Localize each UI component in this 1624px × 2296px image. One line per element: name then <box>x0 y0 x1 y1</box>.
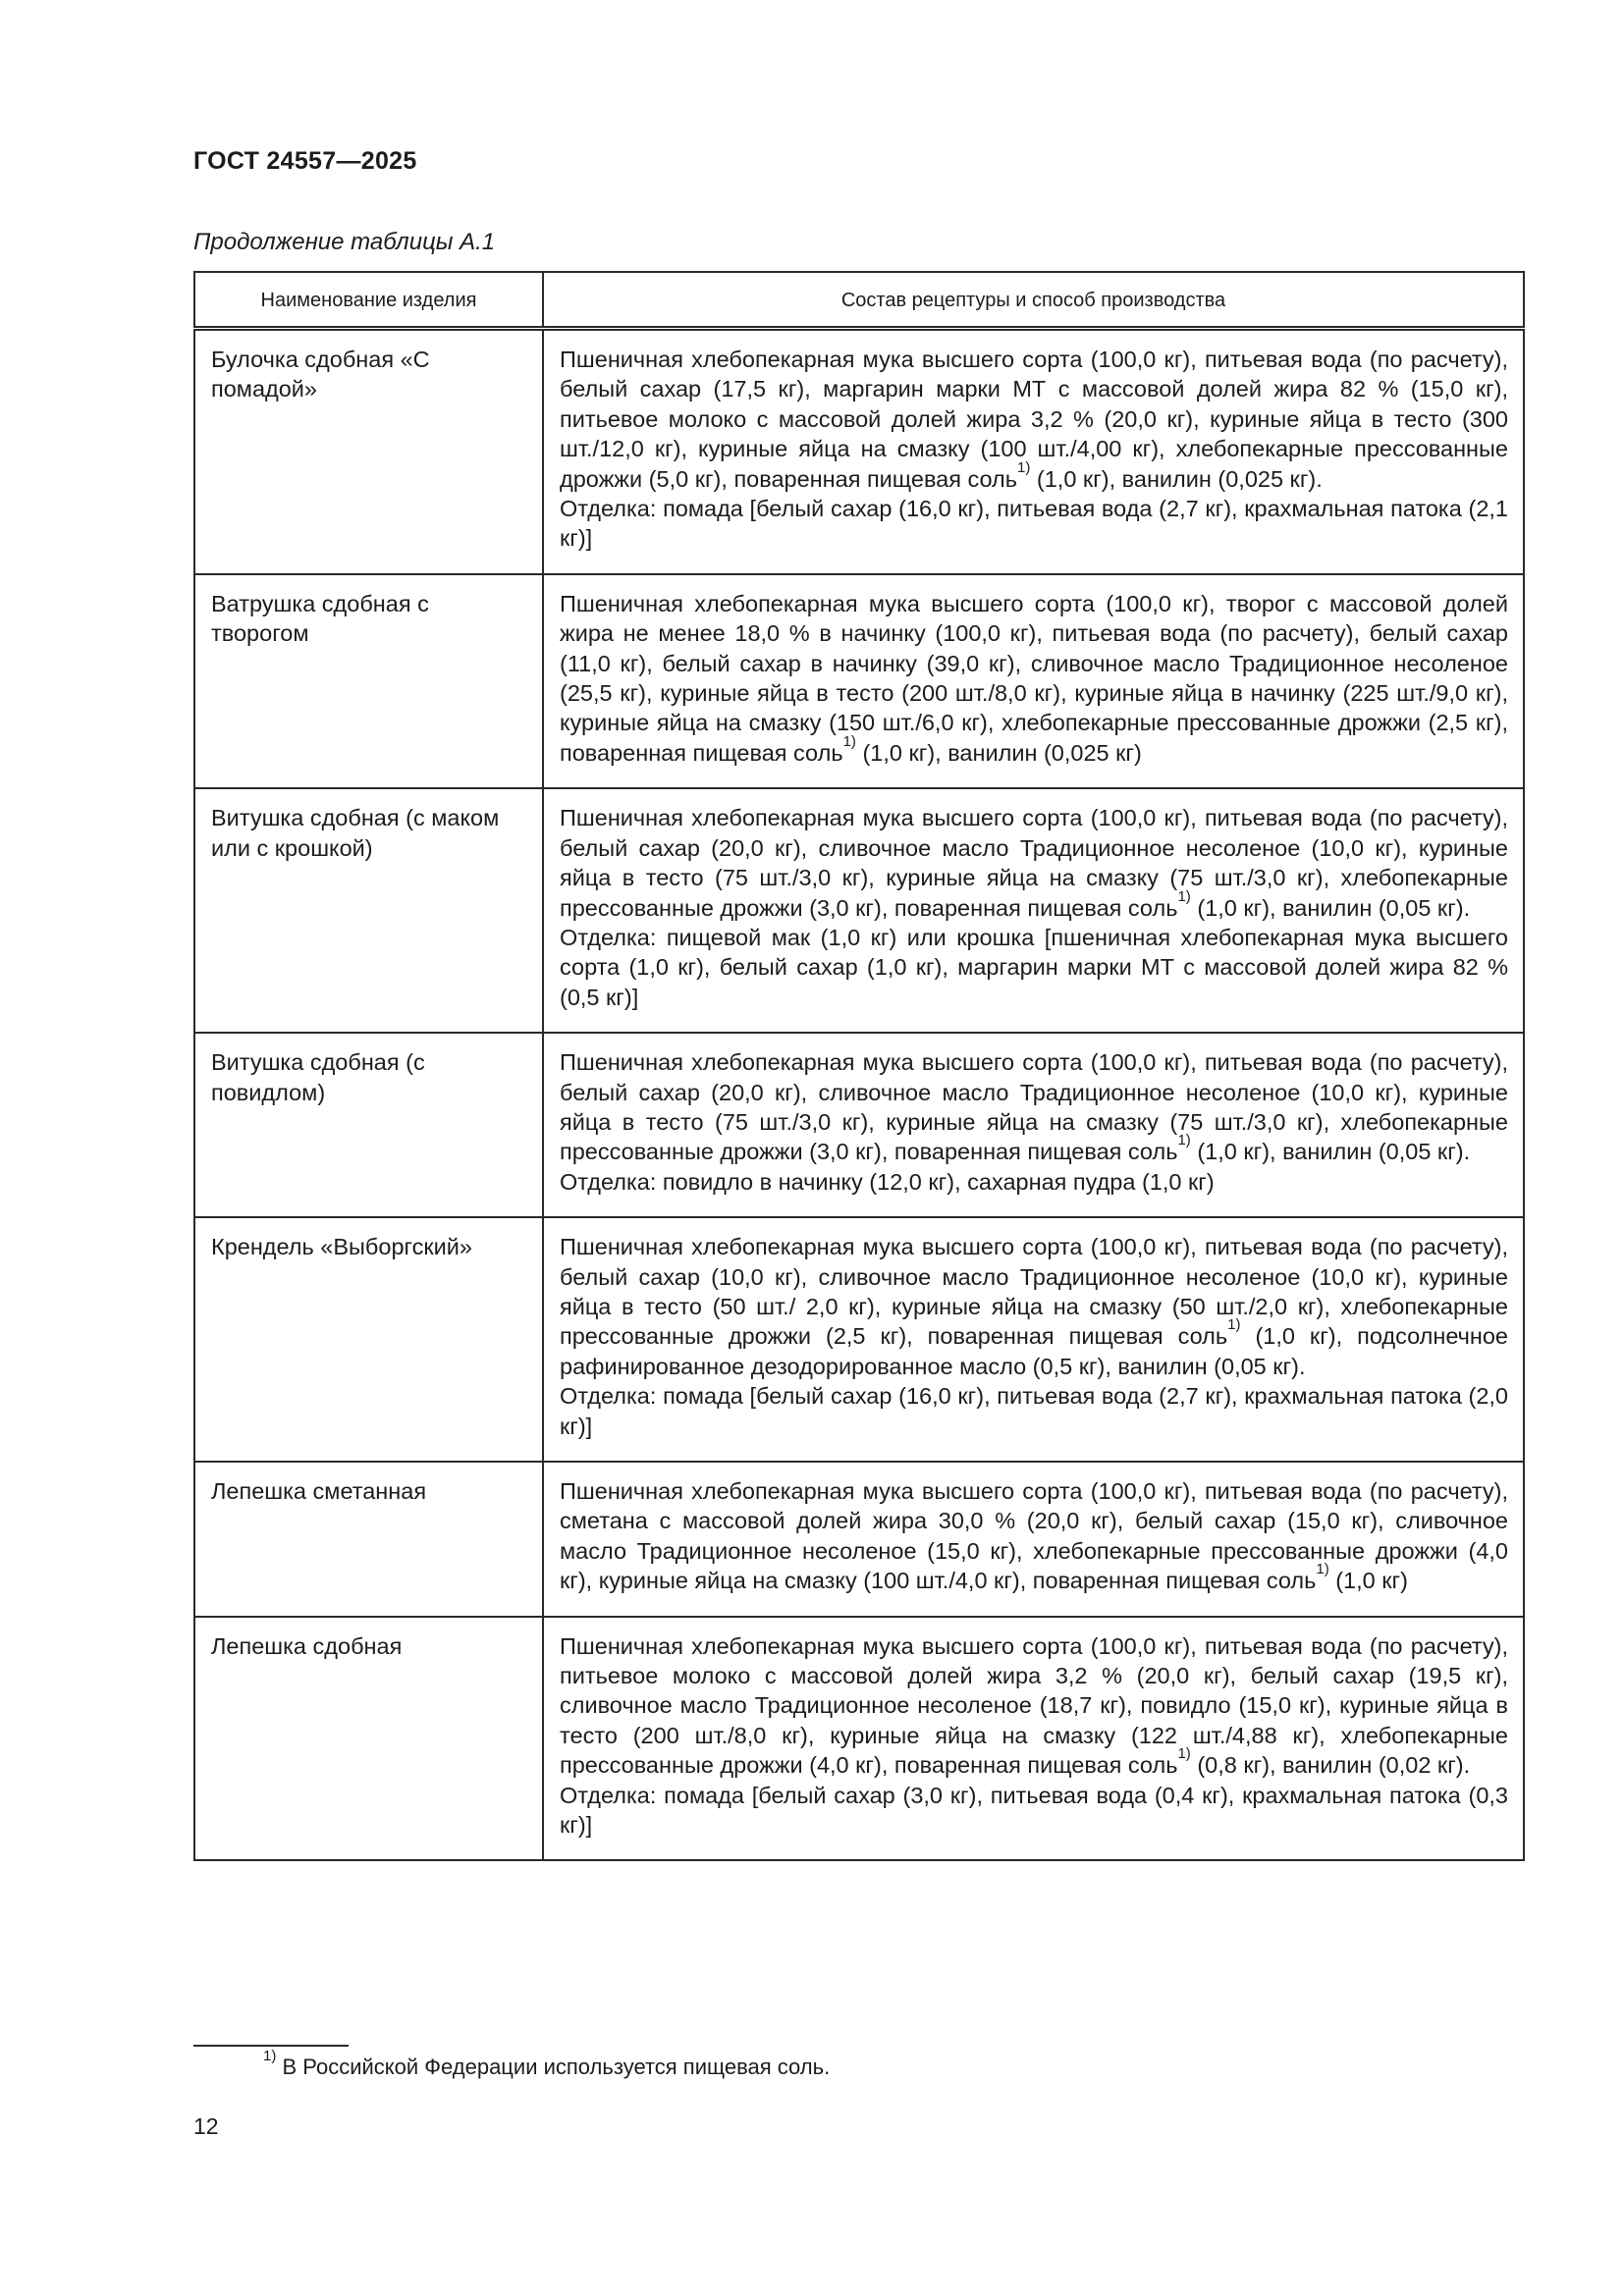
composition-paragraph: Отделка: помада [белый сахар (3,0 кг), питьевая вода (0,4 кг), крахмальная патока (0,3 кг)] <box>560 1782 1508 1839</box>
composition-paragraph: Пшеничная хлебопекарная мука высшего сорта (100,0 кг), питьевая вода (по расчету), белый сахар (20,0 кг), сливочное масло Традиционное несоленое (10,0 кг), куриные яйца в тесто (75 шт./3,0 кг), куриные яйца на смазку (75 шт./3,0 кг), хлебопекарные прессованные дрожжи (3,0 кг), поваренная пищевая соль$^{1)}$ (1,0 кг), ванилин (0,05 кг). <box>560 805 1508 921</box>
table-row <box>194 1617 1524 1861</box>
composition-paragraph: Пшеничная хлебопекарная мука высшего сорта (100,0 кг), питьевая вода (по расчету), питьевое молоко с массовой долей жира 3,2 % (20,0 кг), белый сахар (19,5 кг), сливочное масло Традиционное несоленое (18,7 кг), повидло (15,0 кг), куриные яйца в тесто (200 шт./8,0 кг), куриные яйца на смазку (122 шт./4,88 кг), хлебопекарные прессованные дрожжи (4,0 кг), поваренная пищевая соль$^{1)}$ (0,8 кг), ванилин (0,02 кг). <box>560 1632 1508 1779</box>
composition-cell <box>543 1033 1524 1217</box>
product-name-cell: Лепешка сдобная <box>194 1617 543 1861</box>
table-row <box>194 788 1524 1033</box>
table-row <box>194 329 1524 574</box>
table-caption: Продолжение таблицы А.1 <box>193 229 496 255</box>
table-row <box>194 1033 1524 1217</box>
product-name-cell: Витушка сдобная (с повидлом) <box>194 1033 543 1217</box>
product-name-cell: Крендель «Выборгский» <box>194 1217 543 1462</box>
product-name-cell: Ватрушка сдобная с творогом <box>194 574 543 788</box>
footnote <box>263 2048 831 2080</box>
recipe-table <box>193 271 1525 1861</box>
footnote-reference: 1) <box>1177 887 1191 905</box>
footnote-text: В Российской Федерации используется пищевая соль. <box>282 2055 831 2079</box>
composition-cell <box>543 788 1524 1033</box>
product-name-cell: Витушка сдобная (с маком или с крошкой) <box>194 788 543 1033</box>
document-code: ГОСТ 24557—2025 <box>193 147 417 175</box>
composition-paragraph: Пшеничная хлебопекарная мука высшего сорта (100,0 кг), питьевая вода (по расчету), белый сахар (17,5 кг), маргарин марки МТ с массовой долей жира 82 % (15,0 кг), питьевое молоко с массовой долей жира 3,2 % (20,0 кг), куриные яйца в тесто (300 шт./12,0 кг), куриные яйца на смазку (100 шт./4,00 кг), хлебопекарные прессованные дрожжи (5,0 кг), поваренная пищевая соль$^{1)}$ (1,0 кг), ванилин (0,025 кг). <box>560 347 1508 492</box>
composition-cell <box>543 574 1524 788</box>
table-body <box>194 329 1524 1861</box>
composition-paragraph: Отделка: помада [белый сахар (16,0 кг), питьевая вода (2,7 кг), крахмальная патока (2,1 кг)] <box>560 496 1508 552</box>
composition-cell <box>543 1617 1524 1861</box>
footnote-reference: 1) <box>1177 1745 1191 1763</box>
composition-cell <box>543 1217 1524 1462</box>
footnote-reference: 1) <box>1227 1316 1241 1334</box>
column-header-name: Наименование изделия <box>194 272 543 329</box>
composition-paragraph: Пшеничная хлебопекарная мука высшего сорта (100,0 кг), творог с массовой долей жира не менее 18,0 % в начинку (100,0 кг), питьевая вода (по расчету), белый сахар (11,0 кг), белый сахар в начинку (39,0 кг), сливочное масло Традиционное несоленое (25,5 кг), куриные яйца в тесто (200 шт./8,0 кг), куриные яйца в начинку (225 шт./9,0 кг), куриные яйца на смазку (150 шт./6,0 кг), хлебопекарные прессованные дрожжи (2,5 кг), поваренная пищевая соль$^{1)}$ (1,0 кг), ванилин (0,025 кг) <box>560 590 1508 766</box>
composition-paragraph: Пшеничная хлебопекарная мука высшего сорта (100,0 кг), питьевая вода (по расчету), белый сахар (20,0 кг), сливочное масло Традиционное несоленое (10,0 кг), куриные яйца в тесто (75 шт./3,0 кг), куриные яйца на смазку (75 шт./3,0 кг), хлебопекарные прессованные дрожжи (3,0 кг), поваренная пищевая соль$^{1)}$ (1,0 кг), ванилин (0,05 кг). <box>560 1049 1508 1165</box>
composition-paragraph: Пшеничная хлебопекарная мука высшего сорта (100,0 кг), питьевая вода (по расчету), белый сахар (10,0 кг), сливочное масло Традиционное несоленое (10,0 кг), куриные яйца в тесто (50 шт./ 2,0 кг), куриные яйца на смазку (50 шт./2,0 кг), хлебопекарные прессованные дрожжи (2,5 кг), поваренная пищевая соль$^{1)}$ (1,0 кг), подсолнечное рафинированное дезодорированное масло (0,5 кг), ванилин (0,05 кг). <box>560 1234 1508 1379</box>
table-row <box>194 574 1524 788</box>
composition-cell <box>543 329 1524 574</box>
composition-paragraph: Отделка: помада [белый сахар (16,0 кг), питьевая вода (2,7 кг), крахмальная патока (2,0 кг)] <box>560 1383 1508 1439</box>
product-name-cell: Булочка сдобная «С помадой» <box>194 329 543 574</box>
footnote-mark: 1) <box>263 2048 277 2064</box>
composition-paragraph: Отделка: пищевой мак (1,0 кг) или крошка [пшеничная хлебопекарная мука высшего сорта (1,0 кг), белый сахар (1,0 кг), маргарин марки МТ с массовой долей жира 82 % (0,5 кг)] <box>560 924 1508 1010</box>
table-header-row <box>194 272 1524 329</box>
footnote-reference: 1) <box>1017 458 1031 476</box>
page-number: 12 <box>193 2113 219 2139</box>
footnote-reference: 1) <box>1177 1132 1191 1149</box>
composition-cell <box>543 1462 1524 1617</box>
footnote-reference: 1) <box>1316 1561 1329 1578</box>
footnote-reference: 1) <box>842 732 856 750</box>
table-row <box>194 1462 1524 1617</box>
product-name-cell: Лепешка сметанная <box>194 1462 543 1617</box>
column-header-composition: Состав рецептуры и способ производства <box>543 272 1524 329</box>
table-row <box>194 1217 1524 1462</box>
composition-paragraph: Пшеничная хлебопекарная мука высшего сорта (100,0 кг), питьевая вода (по расчету), сметана с массовой долей жира 30,0 % (20,0 кг), белый сахар (15,0 кг), сливочное масло Традиционное несоленое (15,0 кг), хлебопекарные прессованные дрожжи (4,0 кг), куриные яйца на смазку (100 шт./4,0 кг), поваренная пищевая соль$^{1)}$ (1,0 кг) <box>560 1478 1508 1594</box>
footnote-divider <box>193 2045 349 2047</box>
composition-paragraph: Отделка: повидло в начинку (12,0 кг), сахарная пудра (1,0 кг) <box>560 1168 1215 1195</box>
